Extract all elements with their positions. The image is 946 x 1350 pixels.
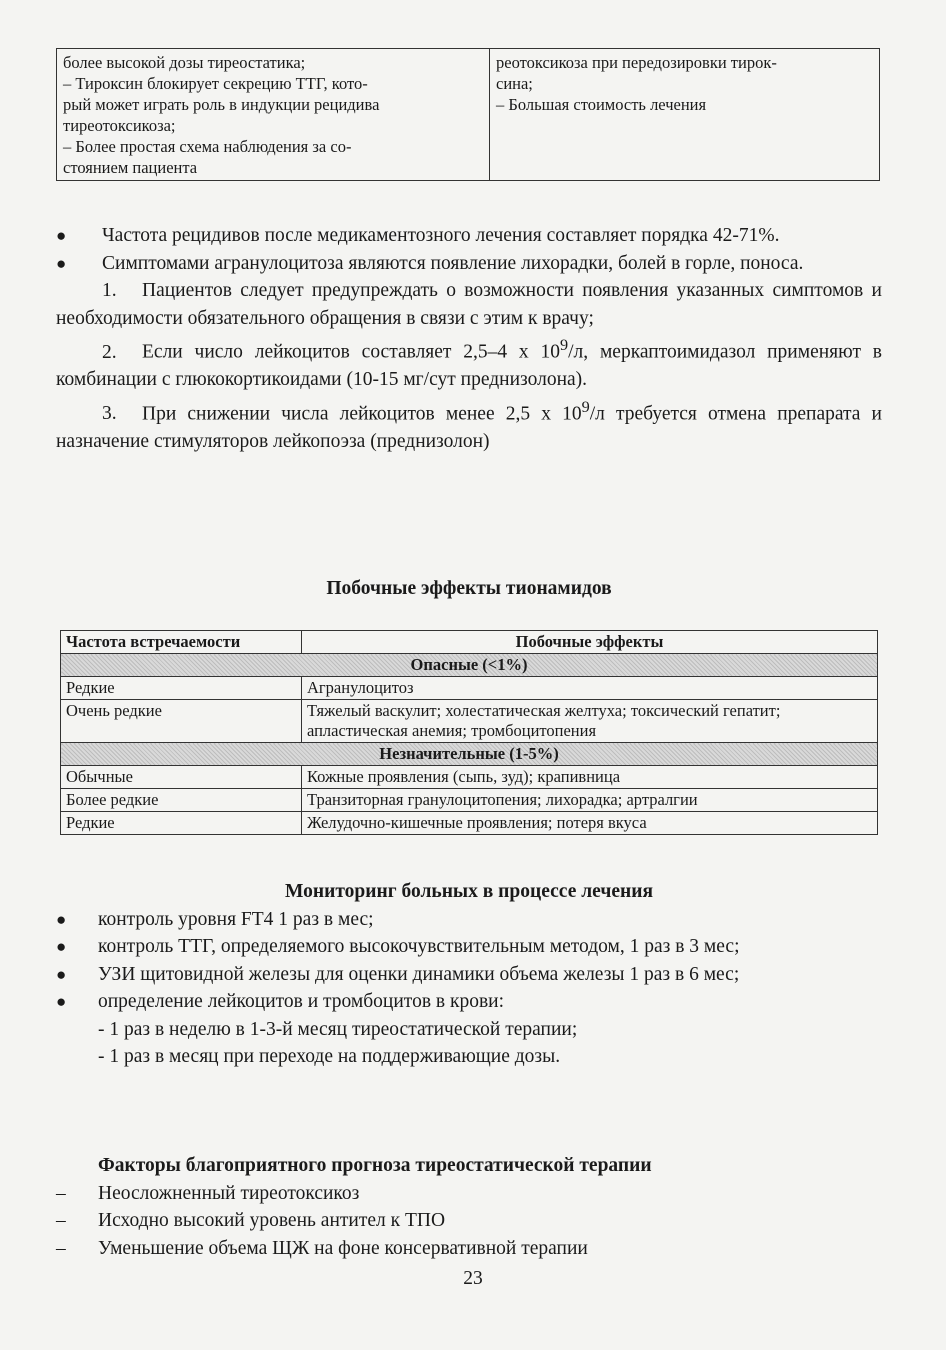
bullet-item bbox=[56, 961, 882, 989]
continuation-right-cell bbox=[490, 49, 880, 181]
item-number: 3. bbox=[102, 403, 117, 424]
bullet-text: контроль уровня FT4 1 раз в мес; bbox=[98, 908, 374, 930]
effect-cell: Агранулоцитоз bbox=[302, 677, 878, 700]
item-text-tail: /л, меркаптоимидазол применяют в комбинации с глюкокортикоидами (10-15 мг/сут преднизолона). bbox=[56, 341, 882, 390]
bullet-icon: ● bbox=[56, 992, 67, 1011]
numbered-item bbox=[56, 277, 882, 332]
text-line: – Более простая схема наблюдения за со- bbox=[63, 137, 352, 156]
group-header: Незначительные (1-5%) bbox=[61, 743, 878, 766]
column-header: Побочные эффекты bbox=[302, 631, 878, 654]
bullet-icon: ● bbox=[56, 964, 67, 984]
text-line: стоянием пациента bbox=[63, 158, 198, 177]
sub-item: - 1 раз в неделю в 1-3-й месяц тиреостатической терапии; bbox=[98, 1018, 578, 1040]
bullet-text: контроль ТТГ, определяемого высокочувствительным методом, 1 раз в 3 мес; bbox=[98, 936, 740, 957]
bullet-item bbox=[56, 906, 882, 934]
list-item-text: Исходно высокий уровень антител к ТПО bbox=[98, 1210, 446, 1231]
bullet-icon: ● bbox=[56, 937, 67, 956]
effect-cell: Транзиторная гранулоцитопения; лихорадка; артралгии bbox=[302, 789, 878, 812]
column-header: Частота встречаемости bbox=[61, 631, 302, 654]
bullet-text: Частота рецидивов после медикаментозного лечения составляет порядка 42-71%. bbox=[102, 225, 780, 246]
bullet-icon: ● bbox=[56, 253, 67, 273]
monitoring-section bbox=[56, 878, 882, 1071]
text-line: сина; bbox=[496, 74, 533, 93]
bullet-item bbox=[56, 988, 882, 1016]
text-line: более высокой дозы тиреостатика; bbox=[63, 53, 306, 72]
item-text-tail: /л требуется отмена препарата и назначение стимуляторов лейкопоэза (преднизолон) bbox=[56, 403, 882, 452]
text-line: реотоксикоза при передозировки тирок- bbox=[496, 53, 777, 72]
continuation-table bbox=[56, 48, 880, 181]
exponent: 9 bbox=[560, 336, 569, 354]
side-effects-table bbox=[60, 630, 878, 835]
table-row bbox=[61, 766, 878, 789]
bullet-text: Симптомами агранулоцитоза являются появление лихорадки, болей в горле, поноса. bbox=[102, 252, 804, 274]
bullet-icon: ● bbox=[56, 226, 67, 245]
bullet-item bbox=[56, 250, 882, 278]
text-line: – Тироксин блокирует секрецию ТТГ, кото- bbox=[63, 74, 368, 93]
group-header: Опасные (<1%) bbox=[61, 654, 878, 677]
effect-cell: Тяжелый васкулит; холестатическая желтуха; токсический гепатит; апластическая анемия; тромбоцитопения bbox=[302, 700, 878, 743]
list-item bbox=[56, 1207, 882, 1235]
text-line: – Большая стоимость лечения bbox=[496, 95, 707, 114]
monitoring-heading: Мониторинг больных в процессе лечения bbox=[284, 881, 654, 902]
main-text bbox=[56, 222, 882, 455]
table-row bbox=[61, 700, 878, 743]
numbered-item bbox=[56, 332, 882, 394]
sub-item: - 1 раз в месяц при переходе на поддерживающие дозы. bbox=[98, 1046, 561, 1067]
frequency-cell: Очень редкие bbox=[61, 700, 302, 743]
item-text: Пациентов следует предупреждать о возможности появления указанных симптомов и необходимости обязательного обращения в связи с этим к врачу; bbox=[56, 280, 882, 329]
page-number: 23 bbox=[463, 1268, 483, 1289]
table-row bbox=[61, 677, 878, 700]
dash-marker: – bbox=[56, 1237, 66, 1259]
frequency-cell: Редкие bbox=[61, 677, 302, 700]
table-row bbox=[61, 812, 878, 835]
frequency-cell: Более редкие bbox=[61, 789, 302, 812]
continuation-left-cell bbox=[57, 49, 490, 181]
numbered-item bbox=[56, 394, 882, 456]
bullet-item bbox=[56, 222, 882, 250]
frequency-cell: Обычные bbox=[61, 766, 302, 789]
exponent: 9 bbox=[581, 397, 590, 416]
list-item bbox=[56, 1180, 882, 1208]
item-text: Если число лейкоцитов составляет 2,5–4 х 10 bbox=[142, 341, 560, 363]
dash-marker: – bbox=[56, 1182, 66, 1204]
bullet-icon: ● bbox=[56, 909, 67, 929]
bullet-item bbox=[56, 933, 882, 961]
table-row bbox=[61, 789, 878, 812]
list-item-text: Уменьшение объема ЩЖ на фоне консервативной терапии bbox=[98, 1237, 588, 1259]
side-effects-heading: Побочные эффекты тионамидов bbox=[326, 578, 612, 599]
item-text: При снижении числа лейкоцитов менее 2,5 х 10 bbox=[142, 403, 582, 424]
text-line: тиреотоксикоза; bbox=[63, 116, 176, 135]
favorable-heading: Факторы благоприятного прогноза тиреостатической терапии bbox=[98, 1155, 652, 1176]
dash-marker: – bbox=[56, 1210, 66, 1231]
list-item-text: Неосложненный тиреотоксикоз bbox=[98, 1182, 360, 1204]
text-line: рый может играть роль в индукции рецидива bbox=[63, 95, 380, 114]
item-number: 1. bbox=[102, 280, 117, 301]
list-item bbox=[56, 1235, 882, 1263]
effect-cell: Кожные проявления (сыпь, зуд); крапивница bbox=[302, 766, 878, 789]
bullet-text: УЗИ щитовидной железы для оценки динамики объема железы 1 раз в 6 мес; bbox=[98, 963, 740, 985]
favorable-factors-section bbox=[56, 1152, 882, 1262]
frequency-cell: Редкие bbox=[61, 812, 302, 835]
item-number: 2. bbox=[102, 341, 117, 363]
bullet-text: определение лейкоцитов и тромбоцитов в крови: bbox=[98, 991, 505, 1012]
effect-cell: Желудочно-кишечные проявления; потеря вкуса bbox=[302, 812, 878, 835]
